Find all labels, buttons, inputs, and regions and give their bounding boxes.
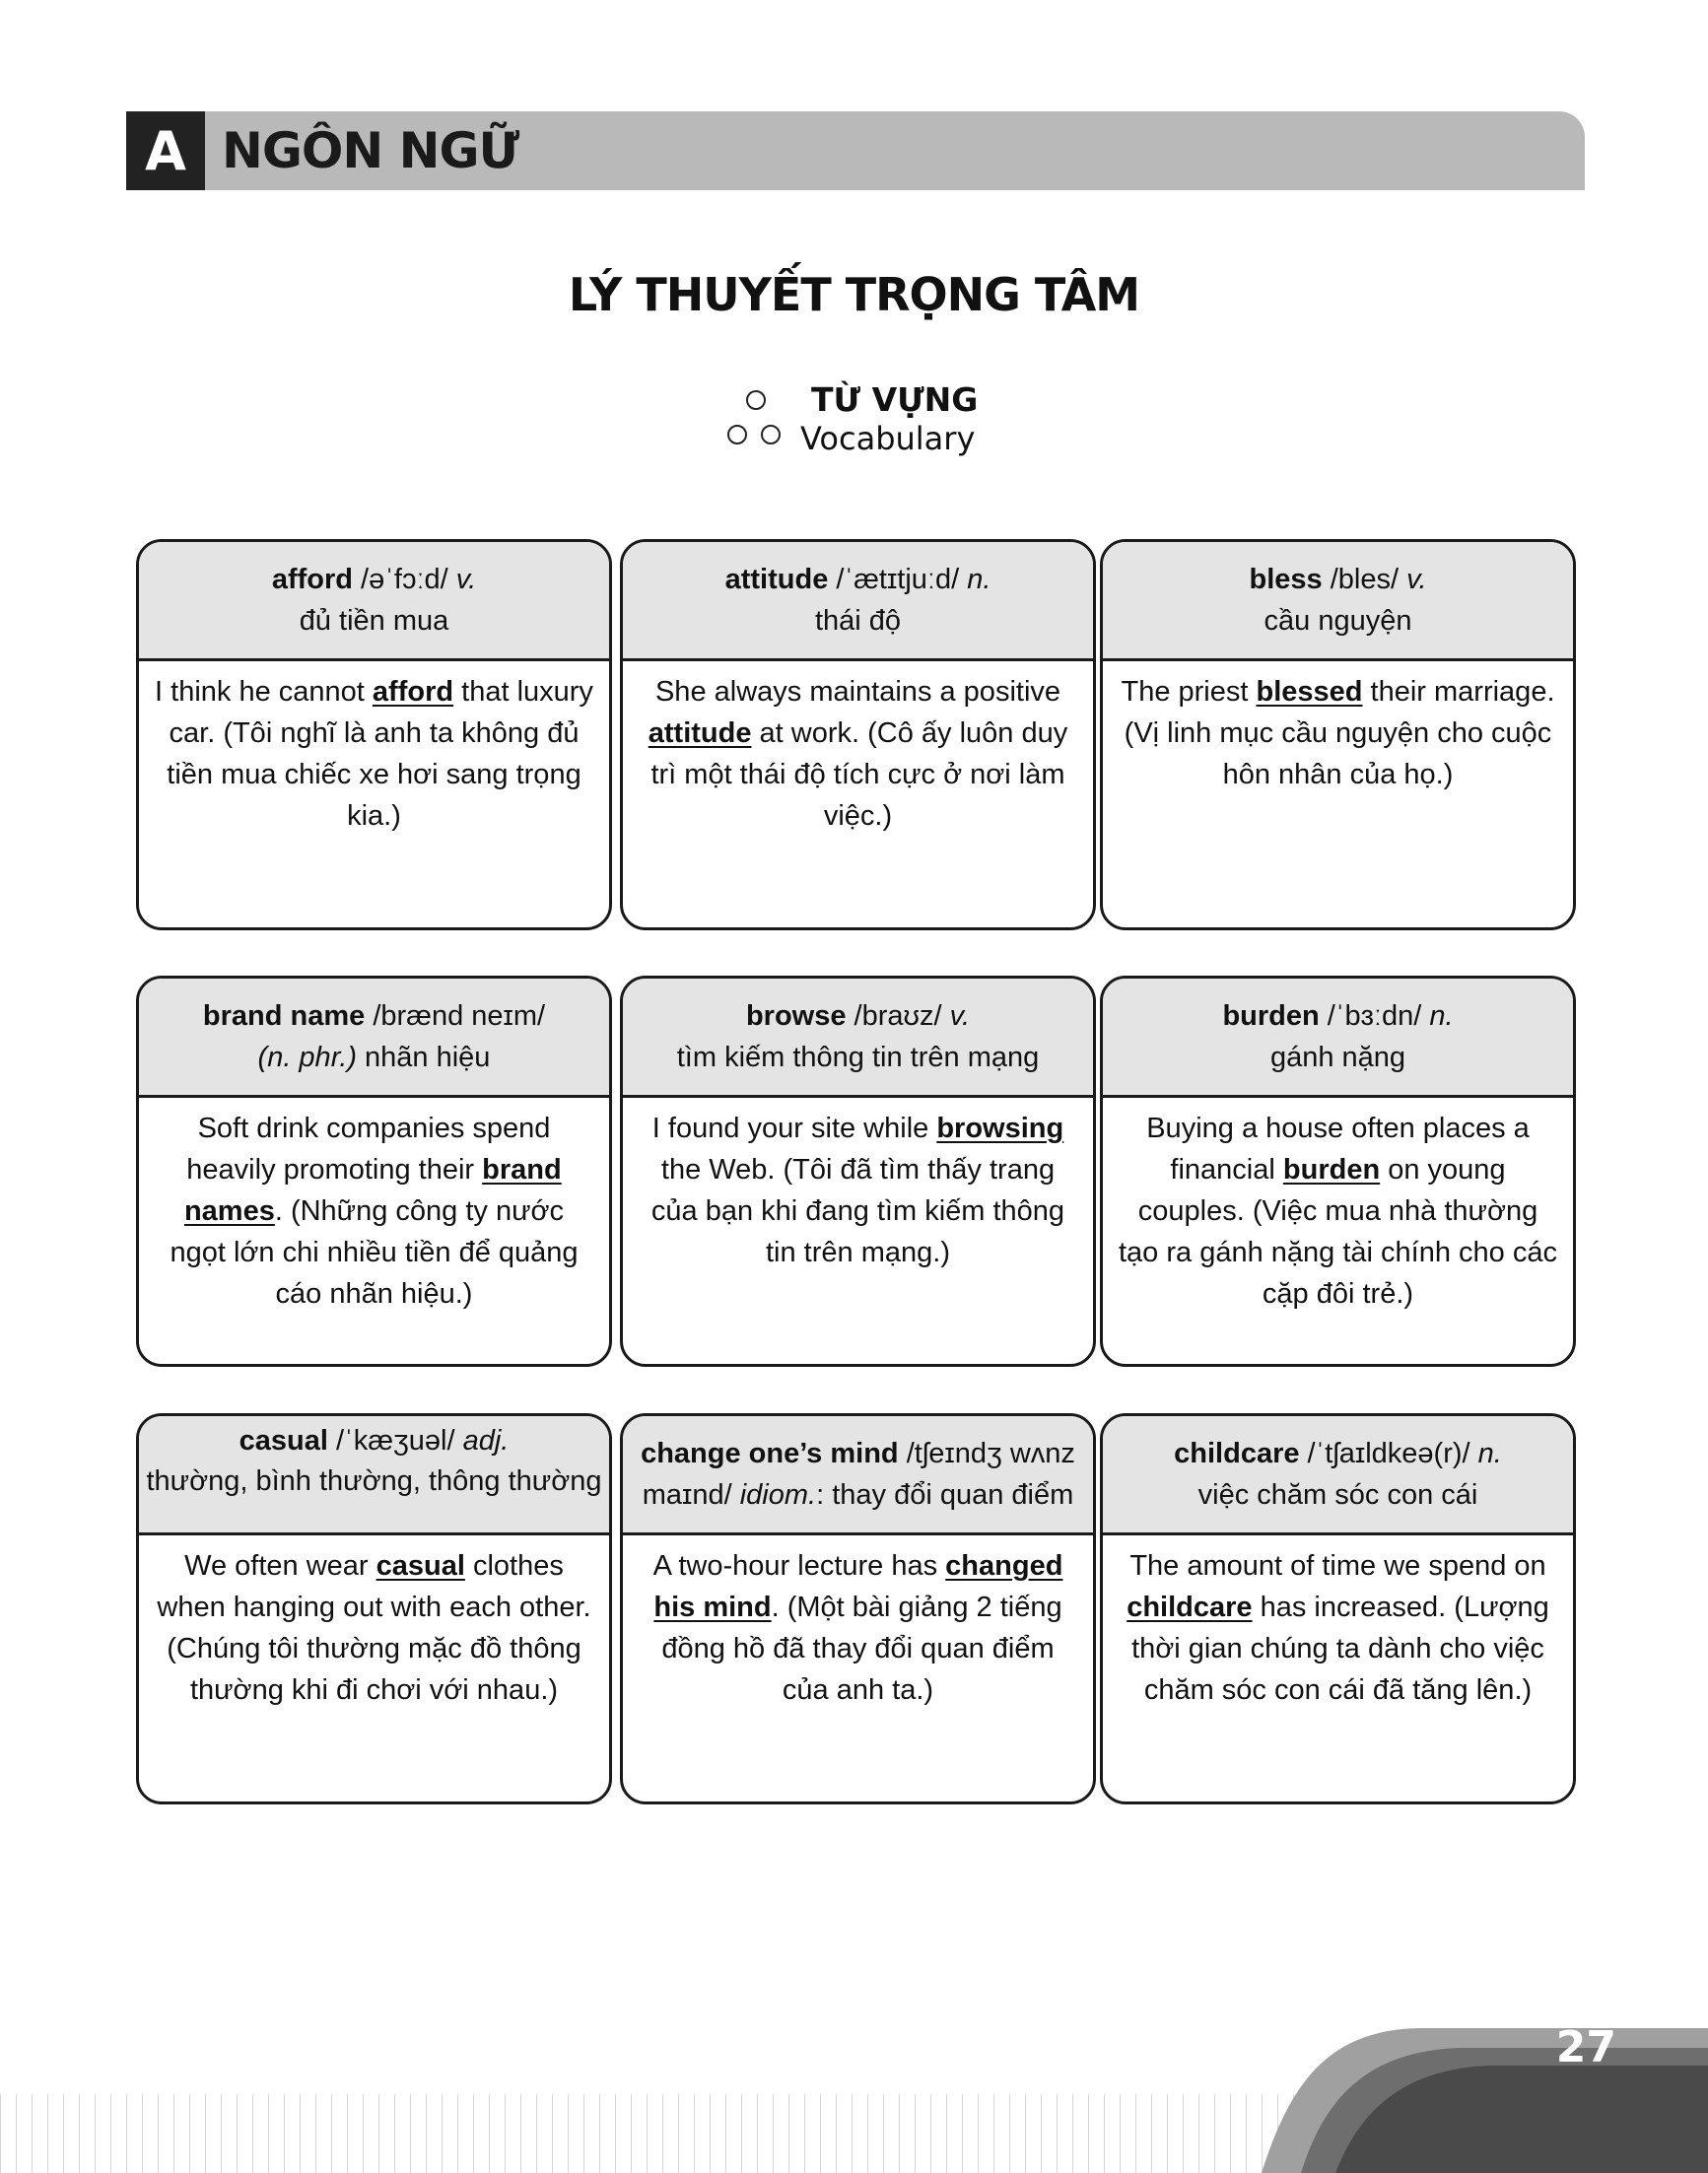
vocab-example — [623, 1535, 1093, 1711]
vocab-term: bless — [1249, 564, 1323, 595]
vocab-card — [620, 976, 1096, 1367]
vocab-card-head — [623, 1416, 1093, 1535]
example-text: She always maintains a positive — [654, 676, 1061, 708]
vocab-meaning: nhãn hiệu — [356, 1042, 491, 1073]
vocab-card — [136, 976, 612, 1367]
vocab-pronunciation: /əˈfɔːd/ — [353, 564, 456, 595]
example-text: The priest — [1121, 676, 1257, 708]
vocab-example — [1103, 1535, 1573, 1711]
vocab-pronunciation: /ˈtʃaɪldkeə(r)/ — [1299, 1438, 1478, 1469]
circle-bullet-icon — [761, 425, 781, 444]
vocab-card — [620, 1413, 1096, 1804]
example-text: The amount of time we spend on — [1129, 1550, 1546, 1582]
vocab-card-head — [139, 979, 609, 1098]
vocab-meaning: : thay đổi quan điểm — [816, 1479, 1074, 1511]
example-text: at work. (Cô ấy luôn duy trì một thái độ tích cực ở nơi làm việc.) — [650, 717, 1068, 832]
example-keyword: afford — [372, 676, 454, 708]
vocab-card-head — [1103, 542, 1573, 661]
vocab-term: change one’s mind — [641, 1438, 899, 1469]
example-keyword: browsing — [936, 1113, 1064, 1144]
vocab-meaning: thái độ — [814, 605, 902, 637]
example-text: I found your site while — [651, 1113, 937, 1144]
vocab-pronunciation: /ˈbɜːdn/ — [1319, 1000, 1430, 1032]
vocab-card-head — [1103, 1416, 1573, 1535]
example-keyword: brand names — [183, 1154, 562, 1227]
example-text: on young couples. (Việc mua nhà thường tạo ra gánh nặng tài chính cho các cặp đôi trẻ.) — [1119, 1154, 1557, 1310]
vocab-card — [136, 1413, 612, 1804]
example-text: that luxury car. (Tôi nghĩ là anh ta không đủ tiền mua chiếc xe hơi sang trọng kia.) — [167, 676, 593, 832]
example-text: . (Một bài giảng 2 tiếng đồng hồ đã thay đổi quan điểm của anh ta.) — [661, 1592, 1062, 1706]
example-text: the Web. (Tôi đã tìm thấy trang của bạn khi đang tìm kiếm thông tin trên mạng.) — [650, 1154, 1065, 1268]
vocab-card — [1100, 539, 1576, 930]
vocab-part-of-speech: v. — [455, 564, 477, 595]
circle-bullet-icon — [746, 390, 766, 410]
vocab-term: burden — [1222, 1000, 1320, 1032]
example-text: clothes when hanging out with each other. (Chúng tôi thường mặc đồ thông thường khi đi chơi với nhau.) — [157, 1550, 591, 1706]
example-text: A two-hour lecture has — [652, 1550, 946, 1582]
example-text: has increased. (Lượng thời gian chúng ta dành cho việc chăm sóc con cái đã tăng lên.) — [1131, 1592, 1549, 1706]
vocab-part-of-speech: v. — [1406, 564, 1427, 595]
vocab-card-head — [1103, 979, 1573, 1098]
vocab-part-of-speech: v. — [949, 1000, 971, 1032]
vocab-card-head — [623, 542, 1093, 661]
vocab-pronunciation: /braʊz/ — [846, 1000, 950, 1032]
example-text: Soft drink companies spend heavily promoting their — [186, 1113, 551, 1186]
vocab-meaning: việc chăm sóc con cái — [1197, 1479, 1478, 1511]
vocab-part-of-speech: adj. — [462, 1425, 510, 1457]
vocab-pronunciation: /bles/ — [1322, 564, 1407, 595]
section-title: NGÔN NGỮ — [222, 122, 519, 179]
example-text: I think he cannot — [155, 676, 373, 708]
vocab-term: casual — [239, 1425, 328, 1457]
vocab-part-of-speech: idiom. — [739, 1479, 817, 1511]
example-keyword: casual — [376, 1550, 465, 1582]
example-keyword: attitude — [648, 717, 752, 749]
vocab-example — [623, 1098, 1093, 1273]
example-keyword: burden — [1282, 1154, 1381, 1186]
vocab-meaning: tìm kiếm thông tin trên mạng — [676, 1042, 1040, 1073]
vocab-card — [620, 539, 1096, 930]
vocab-meaning: gánh nặng — [1269, 1042, 1406, 1073]
example-text: their marriage. (Vị linh mục cầu nguyện cho cuộc hôn nhân của họ.) — [1124, 676, 1555, 790]
vocab-example — [623, 661, 1093, 837]
vocab-card — [1100, 1413, 1576, 1804]
example-keyword: blessed — [1256, 676, 1363, 708]
section-letter-badge: A — [126, 111, 205, 190]
page-number: 27 — [1555, 2022, 1616, 2072]
vocab-pronunciation: /tʃeɪndʒ wʌnz maɪnd/ — [642, 1438, 1075, 1511]
vocab-part-of-speech: (n. phr.) — [257, 1042, 357, 1073]
vocab-pronunciation: /ˈkæʒuəl/ — [327, 1425, 463, 1457]
vocab-meaning: thường, bình thường, thông thường — [146, 1465, 602, 1497]
vocab-card — [136, 539, 612, 930]
example-text: We often wear — [184, 1550, 376, 1582]
vocab-example — [139, 1535, 609, 1711]
vocab-part-of-speech: n. — [1477, 1438, 1502, 1469]
vocab-term: afford — [271, 564, 353, 595]
vocab-meaning: cầu nguyện — [1264, 605, 1412, 637]
vocab-heading-subtitle: Vocabulary — [800, 420, 976, 457]
vocab-heading — [0, 378, 1708, 467]
footer-tick-pattern — [0, 2094, 1380, 2173]
example-text: Buying a house often places a financial — [1146, 1113, 1530, 1186]
example-keyword: childcare — [1127, 1592, 1253, 1623]
vocab-example — [139, 661, 609, 837]
vocab-term: attitude — [724, 564, 829, 595]
page-title: LÝ THUYẾT TRỌNG TÂM — [568, 268, 1140, 321]
vocab-card — [1100, 976, 1576, 1367]
vocab-term: childcare — [1174, 1438, 1300, 1469]
vocab-term: brand name — [202, 1000, 366, 1032]
vocab-meaning: đủ tiền mua — [299, 605, 449, 637]
vocab-term: browse — [745, 1000, 847, 1032]
example-keyword: changed his mind — [653, 1550, 1063, 1623]
vocab-example — [1103, 661, 1573, 795]
vocab-card-head — [623, 979, 1093, 1098]
vocab-part-of-speech: n. — [967, 564, 991, 595]
footer-wave-decoration — [1222, 1991, 1708, 2173]
vocab-pronunciation: /ˈætɪtjuːd/ — [828, 564, 968, 595]
vocab-card-head — [139, 542, 609, 661]
vocab-heading-title: TỪ VỰNG — [811, 380, 979, 419]
vocab-example — [1103, 1098, 1573, 1315]
vocab-pronunciation: /brænd neɪm/ — [365, 1000, 546, 1032]
vocab-card-head — [139, 1416, 609, 1535]
circle-bullet-icon — [727, 425, 747, 444]
vocab-example — [139, 1098, 609, 1315]
vocab-part-of-speech: n. — [1429, 1000, 1454, 1032]
example-text: . (Những công ty nước ngọt lớn chi nhiều tiền để quảng cáo nhãn hiệu.) — [170, 1195, 579, 1310]
